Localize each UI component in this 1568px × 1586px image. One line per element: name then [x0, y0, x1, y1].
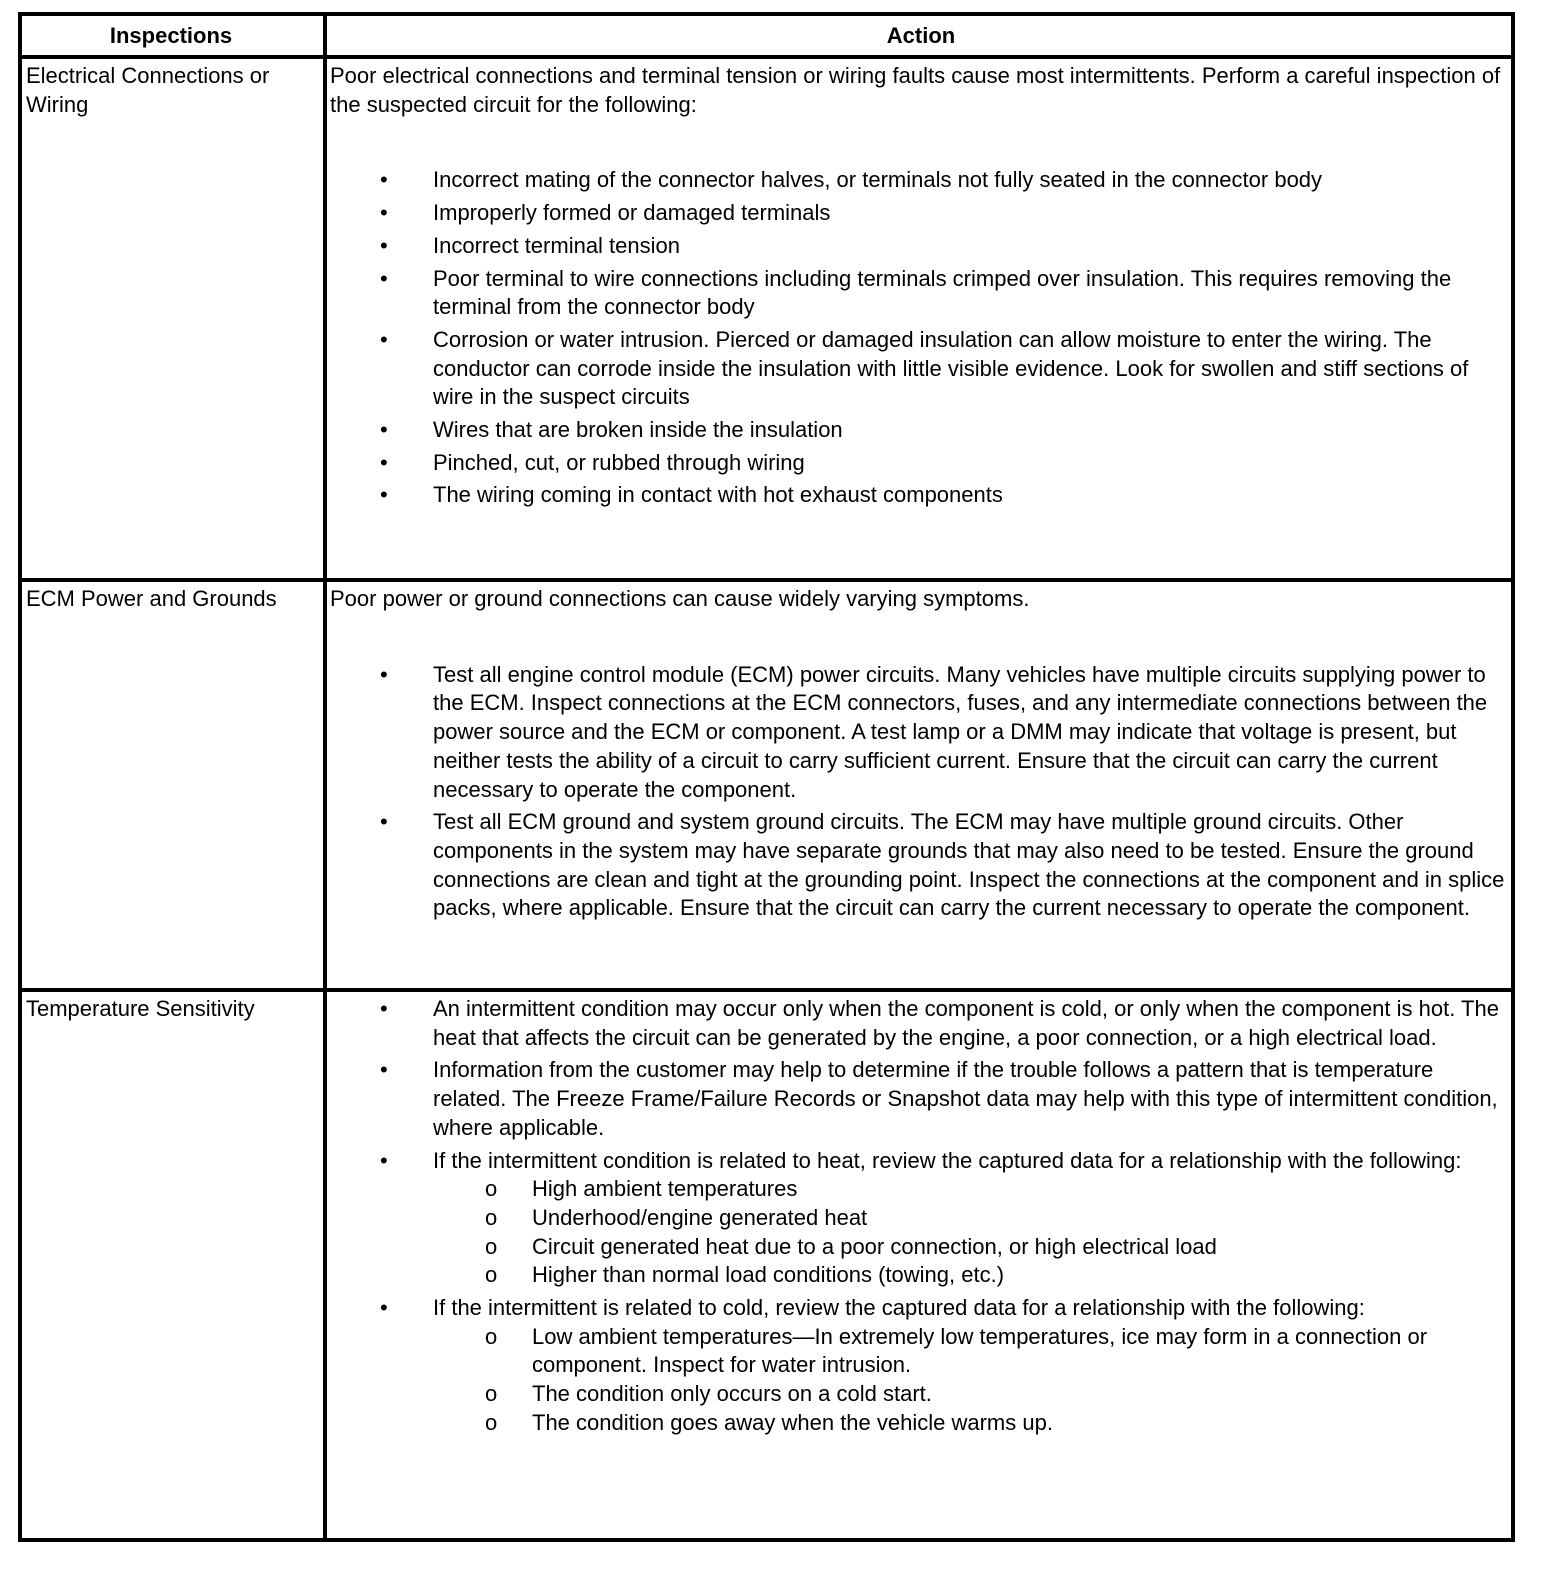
header-action: Action: [886, 23, 956, 48]
list-item: [330, 265, 1512, 322]
list-item: [330, 449, 1512, 478]
sub-list-item: [433, 1204, 1512, 1233]
sub-list: [433, 1175, 1512, 1290]
row-divider: [22, 55, 1511, 59]
list-item-text: Poor terminal to wire connections including terminals crimped over insulation. This requires removing the terminal from the connector body: [433, 265, 1452, 320]
bullet-list: [330, 995, 1512, 1438]
list-item: [330, 232, 1512, 261]
action-temperature: [330, 991, 1512, 1438]
list-item: [330, 808, 1512, 923]
bullet-icon: •: [380, 449, 388, 475]
circle-bullet-icon: o: [485, 1262, 498, 1288]
sub-list-item-text: The condition only occurs on a cold start.: [532, 1381, 932, 1407]
list-item: [330, 326, 1512, 412]
circle-bullet-icon: o: [485, 1204, 498, 1230]
list-item-text: Information from the customer may help to determine if the trouble follows a pattern that is temperature related. The Freeze Frame/Failure Records or Snapshot data may help with this type of intermittent condition, where applicable.: [433, 1057, 1498, 1140]
inspection-electrical: Electrical Connections or Wiring: [26, 63, 270, 117]
action-electrical: [330, 62, 1512, 510]
bullet-list: [330, 166, 1512, 510]
bullet-icon: •: [380, 167, 388, 193]
sub-list: [433, 1323, 1512, 1438]
sub-list-item: [433, 1380, 1512, 1409]
column-divider: [323, 16, 327, 1538]
list-item-text: Test all ECM ground and system ground circuits. The ECM may have multiple ground circuits. Other components in the system may have separate grounds that may also need to be tested. Ensure the ground connections are clean and tight at the grounding point. Inspect the connections at the component and in splice packs, where applicable. Ensure that the circuit can carry the current necessary to operate the component.: [433, 809, 1505, 921]
bullet-icon: •: [380, 232, 388, 258]
list-item: [330, 199, 1512, 228]
list-item: [330, 1056, 1512, 1142]
sub-list-item: [433, 1409, 1512, 1438]
sub-list-item-text: Underhood/engine generated heat: [532, 1204, 868, 1230]
list-item-text: Incorrect terminal tension: [433, 232, 680, 258]
bullet-icon: •: [380, 661, 388, 687]
inspection-table: [18, 12, 1515, 1542]
list-item: [330, 1294, 1512, 1438]
list-item-text: Pinched, cut, or rubbed through wiring: [433, 449, 805, 475]
bullet-icon: •: [380, 1295, 388, 1321]
sub-list-item: [433, 1175, 1512, 1204]
list-item: [330, 166, 1512, 195]
circle-bullet-icon: o: [485, 1381, 498, 1407]
bullet-icon: •: [380, 200, 388, 226]
list-item-text: Wires that are broken inside the insulation: [433, 417, 843, 443]
list-item-text: Corrosion or water intrusion. Pierced or damaged insulation can allow moisture to enter the wiring. The conductor can corrode inside the insulation with little visible evidence. Look for swollen and stiff sections of wire in the suspect circuits: [433, 326, 1469, 410]
sub-list-item: [433, 1323, 1512, 1380]
list-item-text: Incorrect mating of the connector halves, or terminals not fully seated in the connector body: [433, 167, 1323, 193]
bullet-icon: •: [380, 482, 388, 508]
list-item-text: If the intermittent condition is related to heat, review the captured data for a relationship with the following:: [433, 1147, 1462, 1173]
list-item-text: The wiring coming in contact with hot exhaust components: [433, 482, 1003, 508]
sub-list-item: [433, 1261, 1512, 1290]
list-item-text: Test all engine control module (ECM) power circuits. Many vehicles have multiple circuits supplying power to the ECM. Inspect connections at the ECM connectors, fuses, and any intermediate connections between the power source and the ECM or component. A test lamp or a DMM may indicate that voltage is present, but neither tests the ability of a circuit to carry sufficient current. Ensure that the circuit can carry the current necessary to operate the component.: [433, 661, 1488, 802]
action-intro: Poor electrical connections and terminal tension or wiring faults cause most intermittents. Perform a careful inspection of the suspected circuit for the following:: [330, 63, 1501, 117]
list-item: [330, 661, 1512, 805]
list-item-text: Improperly formed or damaged terminals: [433, 200, 831, 226]
row-divider: [22, 578, 1511, 582]
bullet-icon: •: [380, 1147, 388, 1173]
list-item: [330, 416, 1512, 445]
bullet-icon: •: [380, 265, 388, 291]
bullet-list: [330, 661, 1512, 923]
list-item-text: If the intermittent is related to cold, review the captured data for a relationship with the following:: [433, 1295, 1365, 1321]
bullet-icon: •: [380, 1057, 388, 1083]
inspection-ecm-power: ECM Power and Grounds: [26, 586, 277, 611]
circle-bullet-icon: o: [485, 1176, 498, 1202]
sub-list-item-text: Higher than normal load conditions (towing, etc.): [532, 1262, 1005, 1288]
bullet-icon: •: [380, 996, 388, 1021]
sub-list-item-text: Circuit generated heat due to a poor connection, or high electrical load: [532, 1233, 1217, 1259]
inspection-temperature: Temperature Sensitivity: [26, 996, 255, 1021]
action-intro: Poor power or ground connections can cause widely varying symptoms.: [330, 586, 1030, 611]
sub-list-item-text: High ambient temperatures: [532, 1176, 798, 1202]
circle-bullet-icon: o: [485, 1409, 498, 1435]
list-item-text: An intermittent condition may occur only when the component is cold, or only when the component is hot. The heat that affects the circuit can be generated by the engine, a poor connection, or a high electrical load.: [433, 996, 1499, 1050]
bullet-icon: •: [380, 809, 388, 835]
sub-list-item: [433, 1233, 1512, 1262]
list-item: [330, 1147, 1512, 1291]
sub-list-item-text: The condition goes away when the vehicle warms up.: [532, 1409, 1053, 1435]
sub-list-item-text: Low ambient temperatures—In extremely low temperatures, ice may form in a connection or component. Inspect for water intrusion.: [532, 1323, 1428, 1378]
action-ecm-power: [330, 585, 1512, 923]
bullet-icon: •: [380, 417, 388, 443]
list-item: [330, 995, 1512, 1052]
header-inspections: Inspections: [109, 23, 233, 48]
bullet-icon: •: [380, 326, 388, 352]
circle-bullet-icon: o: [485, 1323, 498, 1349]
list-item: [330, 481, 1512, 510]
circle-bullet-icon: o: [485, 1233, 498, 1259]
